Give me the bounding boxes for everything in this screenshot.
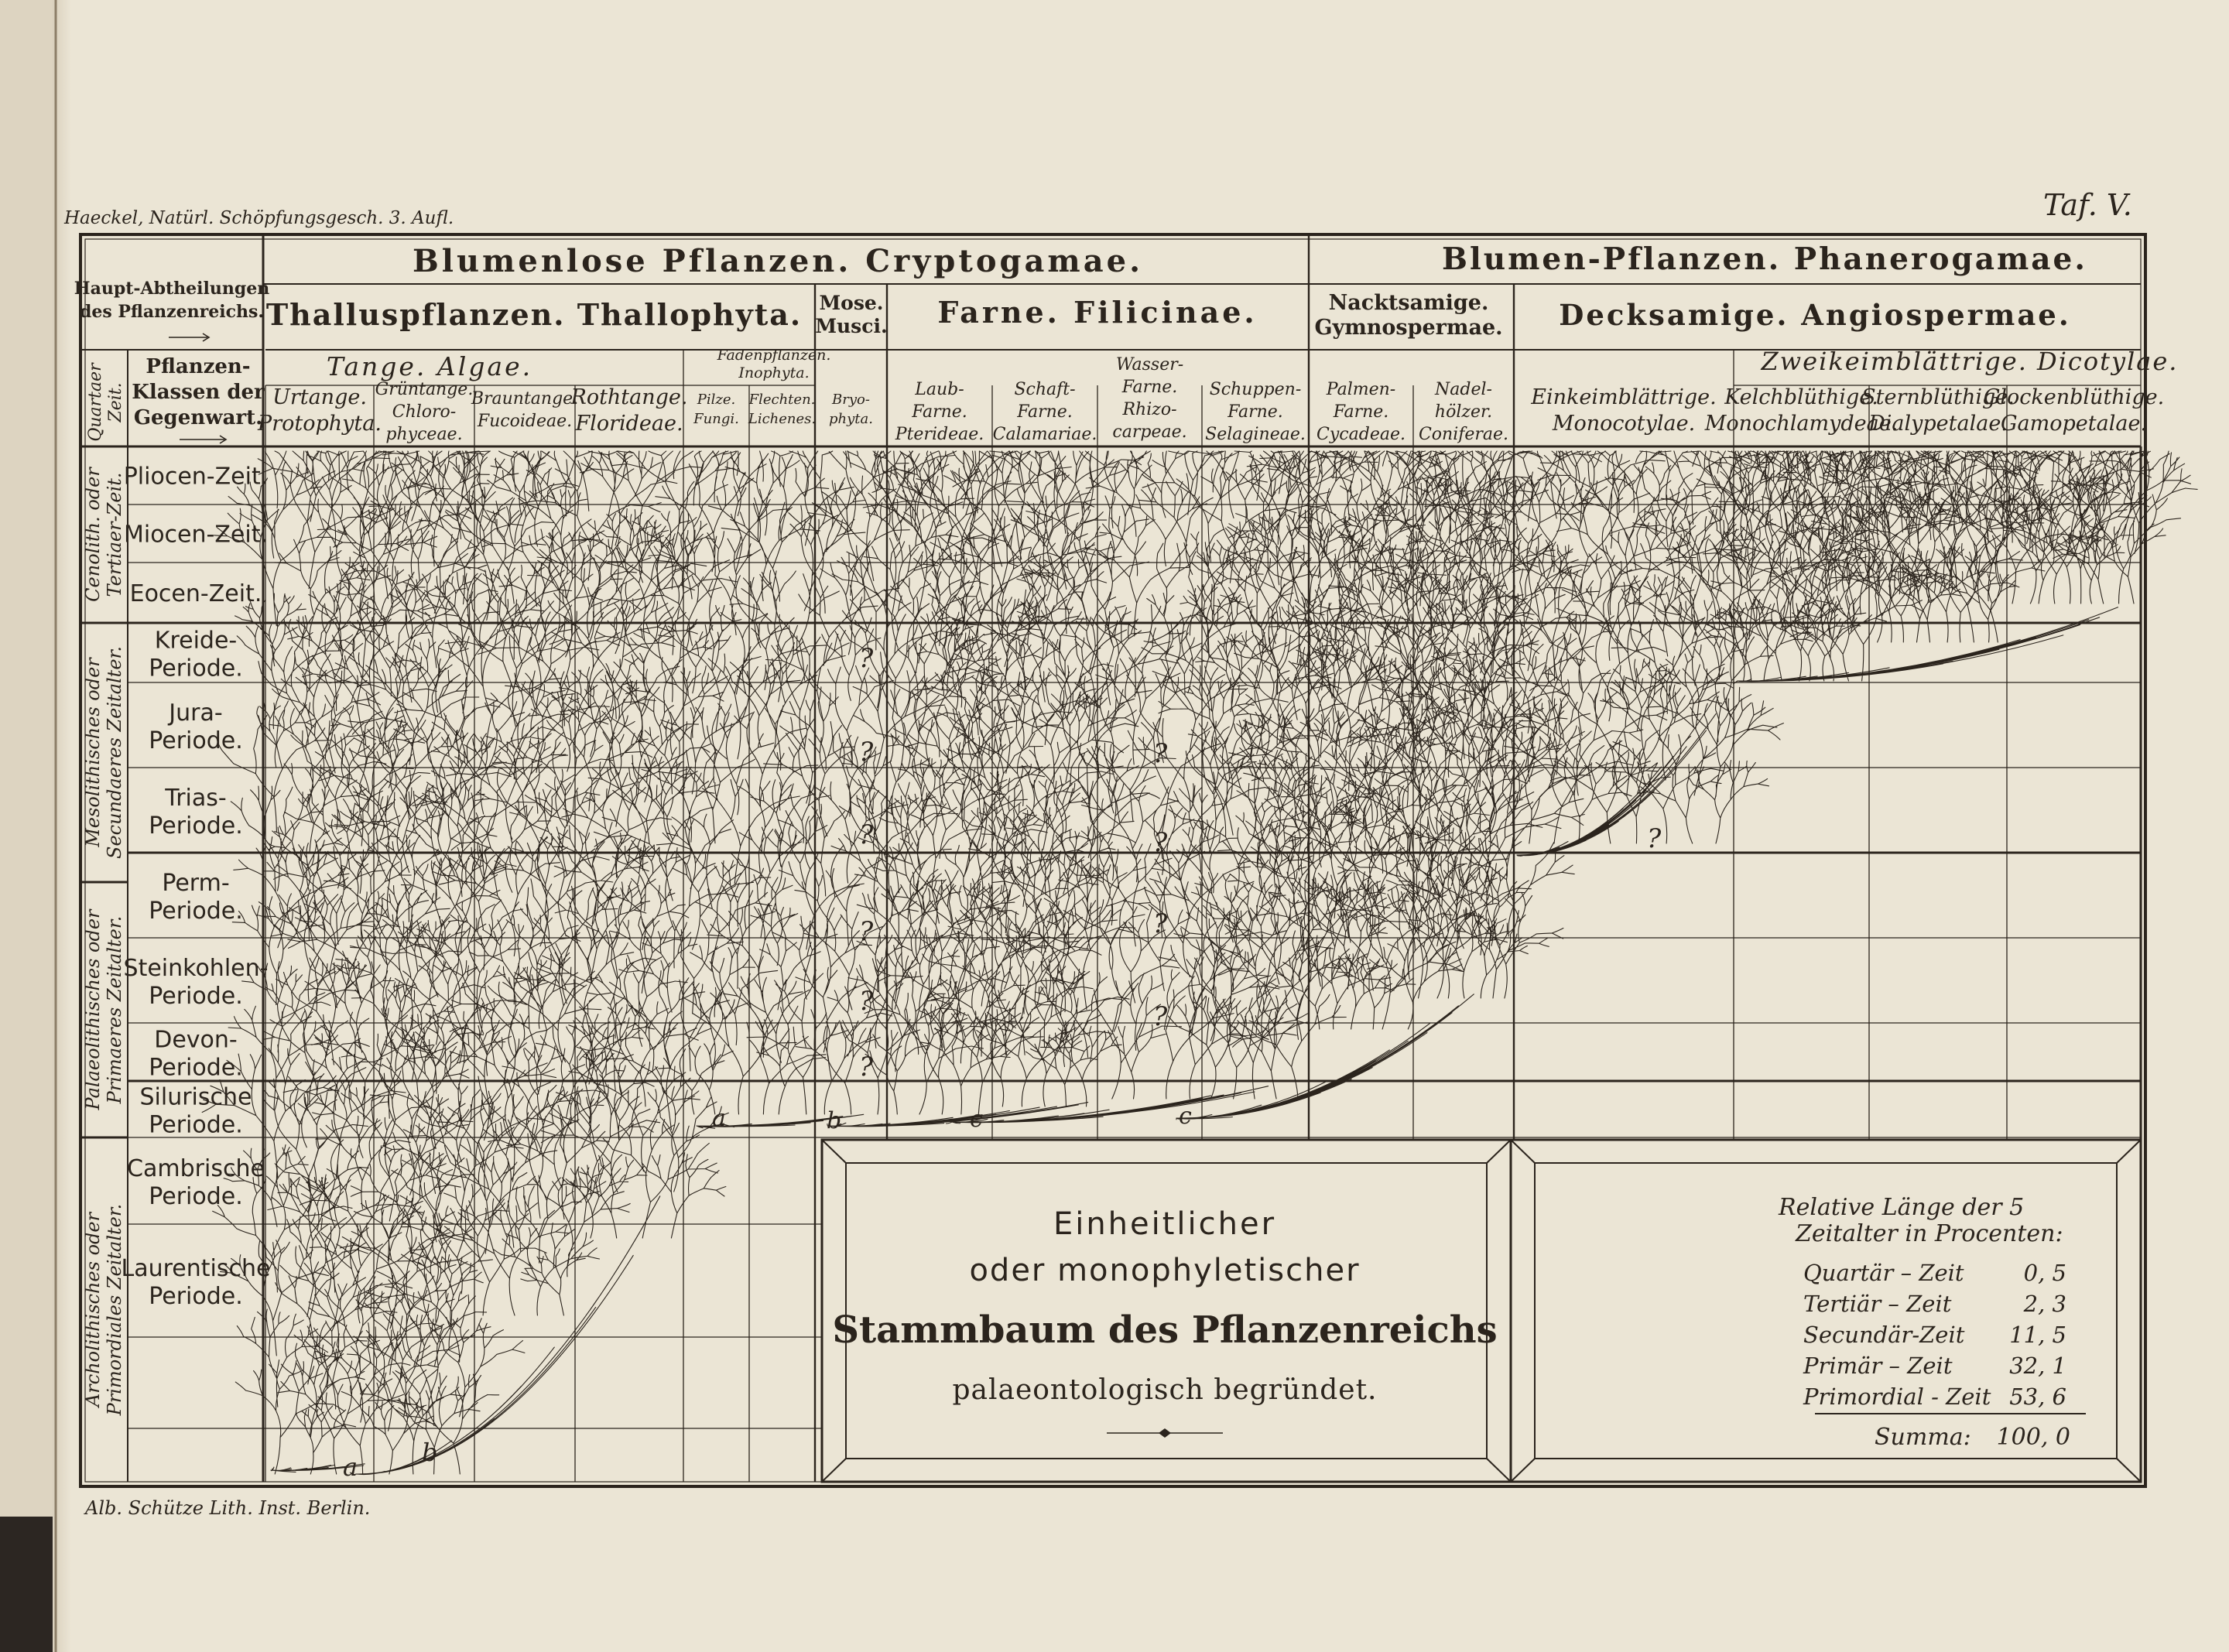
musci-heading-2: Musci. — [815, 315, 888, 337]
marker-q-6: ? — [859, 1052, 874, 1083]
period-label: Periode. — [149, 1111, 243, 1139]
ratio-row-label: Primär – Zeit — [1803, 1353, 1953, 1379]
class-label: Farne. — [1121, 378, 1178, 397]
marker-q-2: ? — [859, 737, 874, 768]
class-label: Rothtange. — [570, 385, 688, 409]
plate-number: Taf. V. — [2043, 188, 2132, 222]
dicotylae-heading: Zweikeimblättrige. Dicotylae. — [1761, 347, 2179, 376]
class-label: hölzer. — [1434, 402, 1493, 422]
class-label: Sternblüthige. — [1861, 385, 2015, 409]
marker-c-selagineae: c — [1179, 1103, 1192, 1130]
quartaer-label-1: Quartaer — [86, 363, 105, 442]
marker-q-10: ? — [1153, 1001, 1168, 1032]
class-label: phyceae. — [385, 425, 463, 444]
phanerogamae-heading: Blumen-Pflanzen. Phanerogamae. — [1442, 241, 2087, 277]
title-line-4: palaeontologisch begründet. — [952, 1374, 1378, 1406]
era-label: Secundaeres Zeitalter. — [104, 646, 125, 859]
ratio-row-value: 2, 3 — [2023, 1291, 2066, 1317]
title-line-2: oder monophyletischer — [969, 1253, 1361, 1288]
ratio-row-value: 32, 1 — [2009, 1353, 2066, 1379]
marker-c-pteridae: c — [970, 1106, 983, 1133]
lithographer-credit: Alb. Schütze Lith. Inst. Berlin. — [85, 1497, 371, 1519]
marker-a-algae: a — [343, 1452, 358, 1482]
marker-b-musci: b — [827, 1107, 842, 1134]
filicinae-heading: Farne. Filicinae. — [937, 295, 1258, 330]
marker-q-8: ? — [1153, 827, 1168, 858]
marker-q-4: ? — [859, 916, 874, 947]
cryptogamae-heading: Blumenlose Pflanzen. Cryptogamae. — [412, 243, 1144, 279]
period-label: Periode. — [149, 655, 243, 682]
left-page-edge — [0, 0, 54, 1652]
era-label: Mesolithisches oder — [82, 658, 104, 847]
marker-q-1: ? — [859, 643, 874, 674]
classes-label-1: Pflanzen- — [146, 355, 251, 378]
marker-q-5: ? — [859, 986, 874, 1017]
ratio-total-value: 100, 0 — [1996, 1424, 2070, 1451]
corner-title-2: des Pflanzenreichs. — [79, 302, 265, 322]
period-label: Kreide- — [154, 627, 238, 655]
corner-title-1: Haupt-Abtheilungen — [74, 279, 270, 299]
era-label: Primaeres Zeitalter. — [104, 915, 125, 1104]
class-label: Glockenblüthige. — [1983, 385, 2165, 409]
marker-q-7: ? — [1153, 738, 1168, 769]
period-label: Periode. — [149, 898, 243, 925]
marker-q-3: ? — [859, 819, 874, 850]
period-label: Steinkohlen- — [123, 955, 269, 982]
class-label: Farne. — [1017, 402, 1073, 422]
musci-heading-1: Mose. — [819, 292, 884, 314]
marker-a-fungi: a — [712, 1105, 726, 1132]
inophyta-heading-2: Inophyta. — [738, 364, 810, 381]
classes-label-2: Klassen der — [132, 381, 265, 404]
period-label: Miocen-Zeit. — [123, 521, 269, 549]
class-label: phyta. — [829, 411, 873, 427]
gymnospermae-heading-1: Nacktsamige. — [1328, 291, 1489, 315]
inophyta-heading-1: Fadenpflanzen. — [717, 347, 831, 364]
algae-heading: Tange. Algae. — [326, 351, 533, 381]
class-label: Flechten. — [748, 392, 816, 408]
gymnospermae-heading-2: Gymnospermae. — [1314, 316, 1503, 340]
class-label: Palmen- — [1326, 380, 1396, 399]
class-label: Cycadeae. — [1317, 425, 1406, 444]
class-label: Farne. — [1333, 402, 1389, 422]
ratio-row-label: Quartär – Zeit — [1803, 1260, 1964, 1286]
period-label: Pliocen-Zeit. — [123, 463, 269, 491]
period-label: Trias- — [165, 785, 227, 812]
class-label: Pterideae. — [895, 425, 984, 444]
class-label: Schuppen- — [1209, 380, 1302, 399]
class-label: Brauntange. — [471, 389, 579, 409]
ratio-row-value: 0, 5 — [2023, 1260, 2066, 1286]
class-label: Monochlamydeae. — [1704, 412, 1899, 436]
class-label: Fucoideae. — [477, 412, 573, 431]
class-label: Bryo- — [832, 392, 870, 408]
ratio-title-1: Relative Länge der 5 — [1779, 1194, 2025, 1221]
period-label: Periode. — [149, 1054, 243, 1082]
ratio-row-value: 53, 6 — [2009, 1384, 2066, 1410]
title-line-3: Stammbaum des Pflanzenreichs — [832, 1308, 1498, 1352]
class-label: Protophyta. — [258, 412, 382, 436]
marker-q-9: ? — [1153, 908, 1168, 939]
period-label: Perm- — [162, 870, 230, 897]
era-label: Palaeolithisches oder — [82, 909, 104, 1110]
period-label: Jura- — [169, 699, 223, 727]
period-label: Cambrische — [127, 1155, 265, 1182]
ratio-row-label: Secundär-Zeit — [1803, 1322, 1965, 1348]
class-label: Selagineae. — [1205, 425, 1306, 444]
class-label: Schaft- — [1014, 380, 1076, 399]
class-label: Wasser- — [1115, 355, 1184, 375]
class-label: Dialypetalae. — [1868, 412, 2008, 436]
period-label: Periode. — [149, 983, 243, 1010]
class-label: Florideae. — [575, 412, 683, 436]
class-label: Urtange. — [272, 385, 367, 409]
era-label: Cenolith. oder — [82, 467, 104, 602]
period-label: Periode. — [149, 1183, 243, 1210]
class-label: carpeae. — [1112, 422, 1187, 442]
period-label: Laurentische — [121, 1255, 271, 1282]
period-label: Silurische — [139, 1083, 252, 1111]
marker-q-11: ? — [1647, 823, 1662, 854]
class-label: Farne. — [1227, 402, 1283, 422]
class-label: Monocotylae. — [1552, 412, 1696, 436]
class-label: Einkeimblättrige. — [1531, 385, 1717, 409]
class-label: Laub- — [915, 380, 964, 399]
period-label: Periode. — [149, 812, 243, 840]
ratio-row-label: Tertiär – Zeit — [1803, 1291, 1952, 1317]
quartaer-label-2: Zeit. — [106, 382, 125, 422]
title-box — [822, 1140, 1511, 1482]
class-label: Calamariae. — [992, 425, 1097, 444]
period-label: Devon- — [154, 1026, 238, 1054]
era-label: Primordiales Zeitalter. — [104, 1203, 125, 1416]
title-line-1: Einheitlicher — [1053, 1206, 1277, 1242]
period-label: Periode. — [149, 727, 243, 754]
class-label: Coniferae. — [1418, 425, 1509, 444]
thallophyta-heading: Thalluspflanzen. Thallophyta. — [265, 297, 803, 332]
period-label: Periode. — [149, 1283, 243, 1310]
book-spine — [0, 1517, 53, 1652]
ratio-row-label: Primordial - Zeit — [1803, 1384, 1991, 1410]
class-label: Kelchblüthige. — [1724, 385, 1878, 409]
angiospermae-heading: Decksamige. Angiospermae. — [1559, 298, 2071, 332]
class-label: Farne. — [912, 402, 967, 422]
period-label: Eocen-Zeit. — [129, 580, 262, 607]
class-label: Fungi. — [693, 411, 739, 427]
class-label: Grüntange. — [375, 380, 474, 399]
ratio-title-2: Zeitalter in Procenten: — [1796, 1220, 2063, 1247]
class-label: Gamopetalae. — [2000, 412, 2148, 436]
class-label: Chloro- — [392, 402, 457, 422]
ratio-box — [1511, 1140, 2141, 1482]
header-reference: Haeckel, Natürl. Schöpfungsgesch. 3. Aufl. — [64, 208, 454, 228]
ratio-total-label: Summa: — [1875, 1424, 1971, 1451]
ratio-row-value: 11, 5 — [2009, 1322, 2066, 1348]
class-label: Pilze. — [697, 392, 736, 408]
classes-label-3: Gegenwart. — [133, 406, 263, 429]
era-label: Archolithisches oder — [82, 1212, 104, 1407]
class-label: Rhizo- — [1122, 400, 1177, 419]
class-label: Nadel- — [1435, 380, 1492, 399]
ratio-rows — [1803, 1260, 2066, 1410]
class-label: Lichenes. — [748, 411, 817, 427]
era-label: Tertiaer-Zeit. — [104, 472, 125, 597]
marker-b-algae: b — [422, 1438, 438, 1467]
